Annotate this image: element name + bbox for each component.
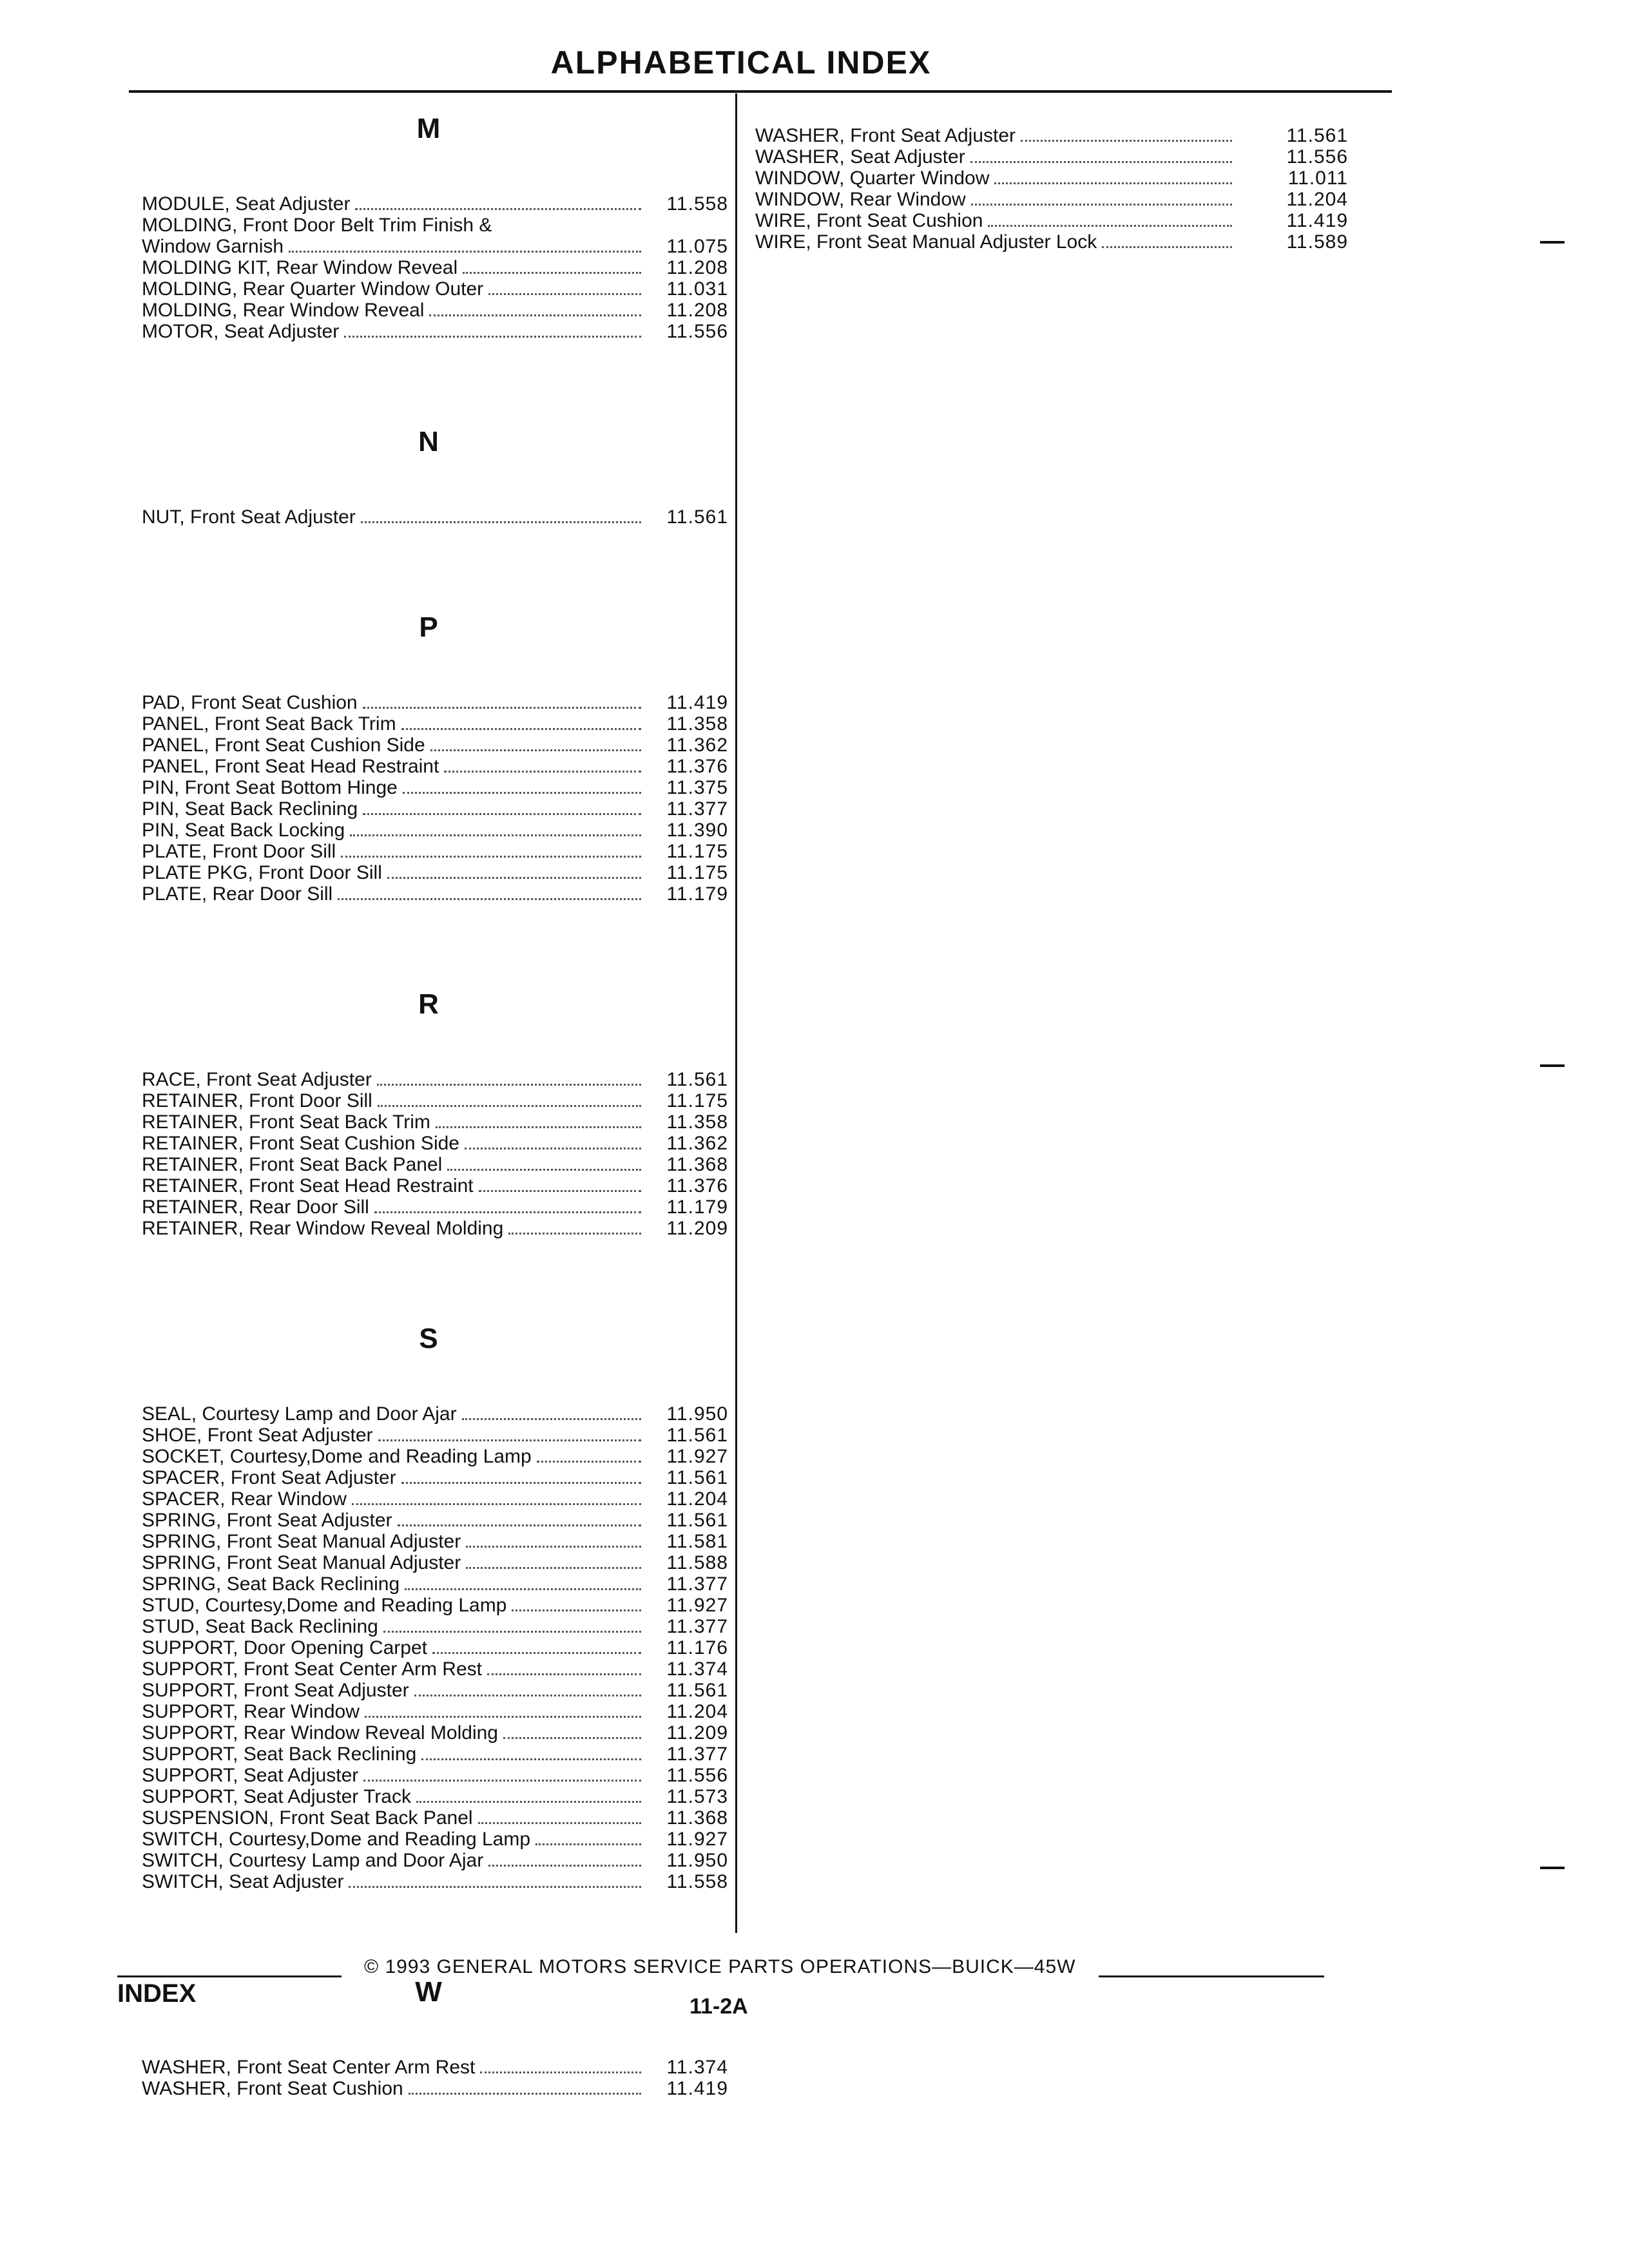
column-divider (735, 93, 737, 1933)
entry-name: PANEL, Front Seat Cushion Side (142, 735, 425, 756)
dot-leader (478, 1822, 641, 1824)
index-entry (129, 1196, 728, 1218)
margin-tick-mark (1540, 241, 1565, 244)
dot-leader (430, 749, 641, 751)
index-entry (129, 1786, 728, 1807)
index-entry (129, 1154, 728, 1175)
entry-page-number: 11.374 (666, 1658, 728, 1680)
entry-page-number: 11.556 (666, 321, 728, 342)
entry-name: WASHER, Front Seat Adjuster (755, 125, 1016, 146)
entry-page-number: 11.031 (666, 278, 728, 300)
entry-page-number: 11.374 (666, 2057, 728, 2078)
dot-leader (401, 728, 641, 730)
index-entry (129, 841, 728, 862)
dot-leader (1021, 140, 1232, 142)
dot-leader (994, 182, 1232, 184)
entry-page-number: 11.175 (666, 841, 728, 862)
index-entry (129, 862, 728, 883)
entry-page-number: 11.561 (666, 506, 728, 528)
dot-leader (970, 161, 1232, 163)
entry-page-number: 11.358 (666, 1111, 728, 1133)
index-entry (129, 820, 728, 841)
dot-leader (338, 898, 641, 900)
index-entry (129, 1133, 728, 1154)
entry-name: STUD, Seat Back Reclining (142, 1616, 378, 1637)
dot-leader (971, 204, 1232, 206)
index-entry (129, 1552, 728, 1573)
index-entry (129, 300, 728, 321)
dot-leader (436, 1126, 641, 1128)
entry-name: SOCKET, Courtesy,Dome and Reading Lamp (142, 1446, 532, 1467)
entry-name: PIN, Front Seat Bottom Hinge (142, 777, 398, 798)
entry-page-number: 11.556 (1286, 146, 1348, 168)
entry-page-number: 11.179 (666, 883, 728, 905)
index-entry (129, 713, 728, 735)
entry-page-number: 11.368 (666, 1154, 728, 1175)
index-entry (129, 1871, 728, 1892)
entry-name: WASHER, Front Seat Center Arm Rest (142, 2057, 476, 2078)
entry-page-number: 11.362 (666, 1133, 728, 1154)
entry-page-number: 11.175 (666, 1090, 728, 1111)
entry-page-number: 11.927 (666, 1446, 728, 1467)
index-entry (129, 1218, 728, 1239)
entry-name: MOTOR, Seat Adjuster (142, 321, 340, 342)
entry-page-number: 11.204 (1286, 189, 1348, 210)
entry-name: RETAINER, Front Door Sill (142, 1090, 372, 1111)
entry-page-number: 11.390 (666, 820, 728, 841)
dot-leader (479, 1190, 641, 1192)
entry-name: SUPPORT, Front Seat Adjuster (142, 1680, 409, 1701)
section-letter: S (419, 1323, 438, 1354)
index-entry (129, 1403, 728, 1425)
dot-leader (374, 1211, 641, 1213)
dot-leader (341, 856, 641, 858)
right-index-column (755, 125, 1348, 253)
footer-rule (117, 1975, 342, 1977)
dot-leader (487, 1673, 641, 1675)
entry-page-number: 11.362 (666, 735, 728, 756)
entry-name: PLATE PKG, Front Door Sill (142, 862, 382, 883)
index-entry (129, 777, 728, 798)
entry-page-number: 11.561 (666, 1467, 728, 1488)
entry-page-number: 11.368 (666, 1807, 728, 1829)
dot-leader (1102, 246, 1232, 248)
index-entry (129, 1111, 728, 1133)
dot-leader (447, 1169, 641, 1171)
entry-page-number: 11.573 (666, 1786, 728, 1807)
index-entry (129, 1722, 728, 1744)
entry-page-number: 11.419 (1286, 210, 1348, 231)
dot-leader (508, 1233, 641, 1235)
entry-name: SUPPORT, Door Opening Carpet (142, 1637, 427, 1658)
dot-leader (344, 336, 641, 338)
entry-page-number: 11.209 (666, 1218, 728, 1239)
dot-leader (512, 1610, 641, 1611)
dot-leader (289, 251, 641, 253)
index-section (129, 985, 728, 1239)
dot-leader (429, 314, 641, 316)
entry-page-number: 11.419 (666, 2078, 728, 2099)
index-entry (129, 236, 728, 257)
entry-name: SPACER, Front Seat Adjuster (142, 1467, 396, 1488)
entry-name: SUPPORT, Seat Back Reclining (142, 1744, 417, 1765)
entry-name: PIN, Seat Back Locking (142, 820, 345, 841)
index-entry (129, 692, 728, 713)
index-entry (755, 168, 1348, 189)
entry-name: SHOE, Front Seat Adjuster (142, 1425, 373, 1446)
dot-leader (350, 834, 641, 836)
entry-page-number: 11.589 (1286, 231, 1348, 253)
entry-name: MOLDING, Rear Quarter Window Outer (142, 278, 484, 300)
dot-leader (414, 1695, 641, 1696)
entry-name: RETAINER, Front Seat Back Trim (142, 1111, 430, 1133)
entry-name: SPRING, Seat Back Reclining (142, 1573, 400, 1595)
entry-name: SWITCH, Courtesy,Dome and Reading Lamp (142, 1829, 531, 1850)
entry-page-number: 11.376 (666, 1175, 728, 1196)
dot-leader (421, 1758, 641, 1760)
entry-name: PLATE, Rear Door Sill (142, 883, 333, 905)
entry-page-number: 11.204 (666, 1701, 728, 1722)
entry-name: WINDOW, Quarter Window (755, 168, 990, 189)
entry-page-number: 11.204 (666, 1488, 728, 1510)
entry-page-number: 11.561 (1286, 125, 1348, 146)
dot-leader (363, 1780, 641, 1782)
index-entry (755, 231, 1348, 253)
entry-name: RETAINER, Rear Door Sill (142, 1196, 369, 1218)
dot-leader (444, 771, 641, 773)
entry-name: MOLDING, Rear Window Reveal (142, 300, 425, 321)
page-title: ALPHABETICAL INDEX (550, 44, 932, 81)
index-entry (129, 1573, 728, 1595)
dot-leader (355, 208, 641, 210)
title-rule (129, 90, 1392, 93)
section-letter: W (415, 1976, 442, 2008)
index-entry (755, 189, 1348, 210)
index-entry (129, 1595, 728, 1616)
index-entry (755, 146, 1348, 168)
entry-name: PIN, Seat Back Reclining (142, 798, 358, 820)
dot-leader (432, 1652, 641, 1654)
dot-leader (535, 1843, 641, 1845)
dot-leader (349, 1886, 641, 1888)
index-entry (755, 125, 1348, 146)
entry-name: Window Garnish (142, 236, 284, 257)
entry-name: RETAINER, Front Seat Head Restraint (142, 1175, 474, 1196)
entry-name: WASHER, Front Seat Cushion (142, 2078, 403, 2099)
entry-name: RETAINER, Rear Window Reveal Molding (142, 1218, 504, 1239)
entry-page-number: 11.927 (666, 1595, 728, 1616)
index-section (129, 608, 728, 905)
index-entry (129, 1701, 728, 1722)
index-entry (129, 1090, 728, 1111)
index-entry (129, 506, 728, 528)
dot-leader (401, 1482, 641, 1484)
entry-name: SPRING, Front Seat Manual Adjuster (142, 1531, 461, 1552)
entry-page-number: 11.209 (666, 1722, 728, 1744)
entry-name: RETAINER, Front Seat Back Panel (142, 1154, 443, 1175)
dot-leader (405, 1588, 641, 1590)
section-letter: N (418, 426, 439, 457)
dot-leader (466, 1567, 641, 1569)
index-section (129, 1973, 728, 2099)
index-entry (129, 1744, 728, 1765)
left-index-column (129, 110, 728, 2099)
footer-rule (1099, 1975, 1324, 1977)
index-section (129, 423, 728, 528)
entry-name: MOLDING, Front Door Belt Trim Finish & (142, 215, 492, 236)
entry-name: SPRING, Front Seat Manual Adjuster (142, 1552, 461, 1573)
index-entry (129, 1175, 728, 1196)
index-entry (129, 2057, 728, 2078)
section-letter: R (418, 988, 439, 1020)
entry-name: WIRE, Front Seat Cushion (755, 210, 983, 231)
entry-page-number: 11.561 (666, 1680, 728, 1701)
index-entry (129, 1850, 728, 1871)
index-entry (129, 1425, 728, 1446)
entry-page-number: 11.175 (666, 862, 728, 883)
entry-page-number: 11.558 (666, 193, 728, 215)
entry-name: RACE, Front Seat Adjuster (142, 1069, 372, 1090)
dot-leader (387, 877, 641, 879)
index-entry (129, 1510, 728, 1531)
index-entry (129, 2078, 728, 2099)
index-entry (129, 798, 728, 820)
dot-leader (488, 293, 641, 295)
dot-leader (377, 1084, 641, 1086)
entry-name: PAD, Front Seat Cushion (142, 692, 358, 713)
index-entry (129, 1680, 728, 1701)
footer-section-label: INDEX (117, 1979, 197, 2008)
entry-page-number: 11.581 (666, 1531, 728, 1552)
footer-page-number: 11-2A (689, 1994, 748, 2019)
entry-name: MODULE, Seat Adjuster (142, 193, 351, 215)
entry-page-number: 11.075 (666, 236, 728, 257)
entry-name: SPACER, Rear Window (142, 1488, 347, 1510)
index-entry (129, 257, 728, 278)
entry-page-number: 11.376 (666, 756, 728, 777)
entry-name: SPRING, Front Seat Adjuster (142, 1510, 392, 1531)
dot-leader (409, 2093, 641, 2095)
entry-page-number: 11.377 (666, 798, 728, 820)
entry-page-number: 11.558 (666, 1871, 728, 1892)
entry-name: SEAL, Courtesy Lamp and Door Ajar (142, 1403, 457, 1425)
entry-page-number: 11.208 (666, 300, 728, 321)
index-entry (129, 1829, 728, 1850)
entry-page-number: 11.377 (666, 1744, 728, 1765)
dot-leader (383, 1631, 641, 1633)
entry-name: MOLDING KIT, Rear Window Reveal (142, 257, 458, 278)
index-entry (129, 278, 728, 300)
index-entry (129, 1807, 728, 1829)
dot-leader (378, 1105, 641, 1107)
entry-page-number: 11.375 (666, 777, 728, 798)
entry-page-number: 11.950 (666, 1403, 728, 1425)
dot-leader (463, 272, 641, 274)
dot-leader (488, 1865, 641, 1867)
entry-page-number: 11.377 (666, 1573, 728, 1595)
dot-leader (363, 813, 641, 815)
index-entry (129, 1637, 728, 1658)
index-entry (129, 883, 728, 905)
index-entry (129, 1658, 728, 1680)
dot-leader (537, 1461, 641, 1463)
dot-leader (352, 1503, 641, 1505)
margin-tick-mark (1540, 1064, 1565, 1067)
entry-name: SWITCH, Courtesy Lamp and Door Ajar (142, 1850, 484, 1871)
entry-name: SUSPENSION, Front Seat Back Panel (142, 1807, 473, 1829)
index-entry (129, 1616, 728, 1637)
entry-page-number: 11.588 (666, 1552, 728, 1573)
index-section (129, 110, 728, 342)
index-entry (129, 1467, 728, 1488)
dot-leader (416, 1801, 641, 1803)
entry-page-number: 11.561 (666, 1510, 728, 1531)
entry-page-number: 11.358 (666, 713, 728, 735)
entry-name: WASHER, Seat Adjuster (755, 146, 965, 168)
entry-name: SWITCH, Seat Adjuster (142, 1871, 344, 1892)
entry-page-number: 11.011 (1287, 168, 1348, 189)
entry-page-number: 11.176 (666, 1637, 728, 1658)
index-entry (129, 321, 728, 342)
dot-leader (503, 1737, 641, 1739)
entry-name: NUT, Front Seat Adjuster (142, 506, 356, 528)
entry-page-number: 11.927 (666, 1829, 728, 1850)
index-entry (129, 1069, 728, 1090)
index-section (129, 1320, 728, 1892)
dot-leader (378, 1439, 642, 1441)
entry-name: SUPPORT, Front Seat Center Arm Rest (142, 1658, 482, 1680)
entry-name: PANEL, Front Seat Back Trim (142, 713, 396, 735)
entry-page-number: 11.377 (666, 1616, 728, 1637)
section-letter: P (419, 611, 438, 643)
entry-page-number: 11.419 (666, 692, 728, 713)
margin-tick-mark (1540, 1867, 1565, 1869)
index-entry (755, 210, 1348, 231)
entry-name: SUPPORT, Rear Window (142, 1701, 360, 1722)
dot-leader (466, 1546, 641, 1548)
entry-name: WINDOW, Rear Window (755, 189, 966, 210)
entry-page-number: 11.179 (666, 1196, 728, 1218)
index-entry (129, 735, 728, 756)
index-entry (129, 756, 728, 777)
dot-leader (403, 792, 641, 794)
index-entry (129, 1531, 728, 1552)
entry-page-number: 11.561 (666, 1425, 728, 1446)
dot-leader (988, 225, 1232, 227)
entry-name: WIRE, Front Seat Manual Adjuster Lock (755, 231, 1097, 253)
index-entry (129, 1488, 728, 1510)
entry-page-number: 11.208 (666, 257, 728, 278)
dot-leader (465, 1148, 641, 1149)
index-entry (129, 1765, 728, 1786)
entry-page-number: 11.556 (666, 1765, 728, 1786)
index-entry (129, 215, 728, 236)
dot-leader (480, 2071, 641, 2073)
index-entry (129, 193, 728, 215)
entry-name: SUPPORT, Rear Window Reveal Molding (142, 1722, 498, 1744)
entry-page-number: 11.561 (666, 1069, 728, 1090)
entry-name: RETAINER, Front Seat Cushion Side (142, 1133, 459, 1154)
footer-copyright: © 1993 GENERAL MOTORS SERVICE PARTS OPERATIONS—BUICK—45W (364, 1956, 1076, 1977)
section-letter: M (416, 113, 441, 144)
dot-leader (398, 1524, 642, 1526)
entry-name: PANEL, Front Seat Head Restraint (142, 756, 439, 777)
entry-page-number: 11.950 (666, 1850, 728, 1871)
dot-leader (363, 707, 641, 709)
dot-leader (462, 1418, 641, 1420)
entry-name: SUPPORT, Seat Adjuster (142, 1765, 359, 1786)
entry-name: PLATE, Front Door Sill (142, 841, 336, 862)
dot-leader (361, 521, 641, 523)
index-entry (129, 1446, 728, 1467)
entry-name: STUD, Courtesy,Dome and Reading Lamp (142, 1595, 507, 1616)
dot-leader (365, 1716, 641, 1718)
entry-name: SUPPORT, Seat Adjuster Track (142, 1786, 411, 1807)
